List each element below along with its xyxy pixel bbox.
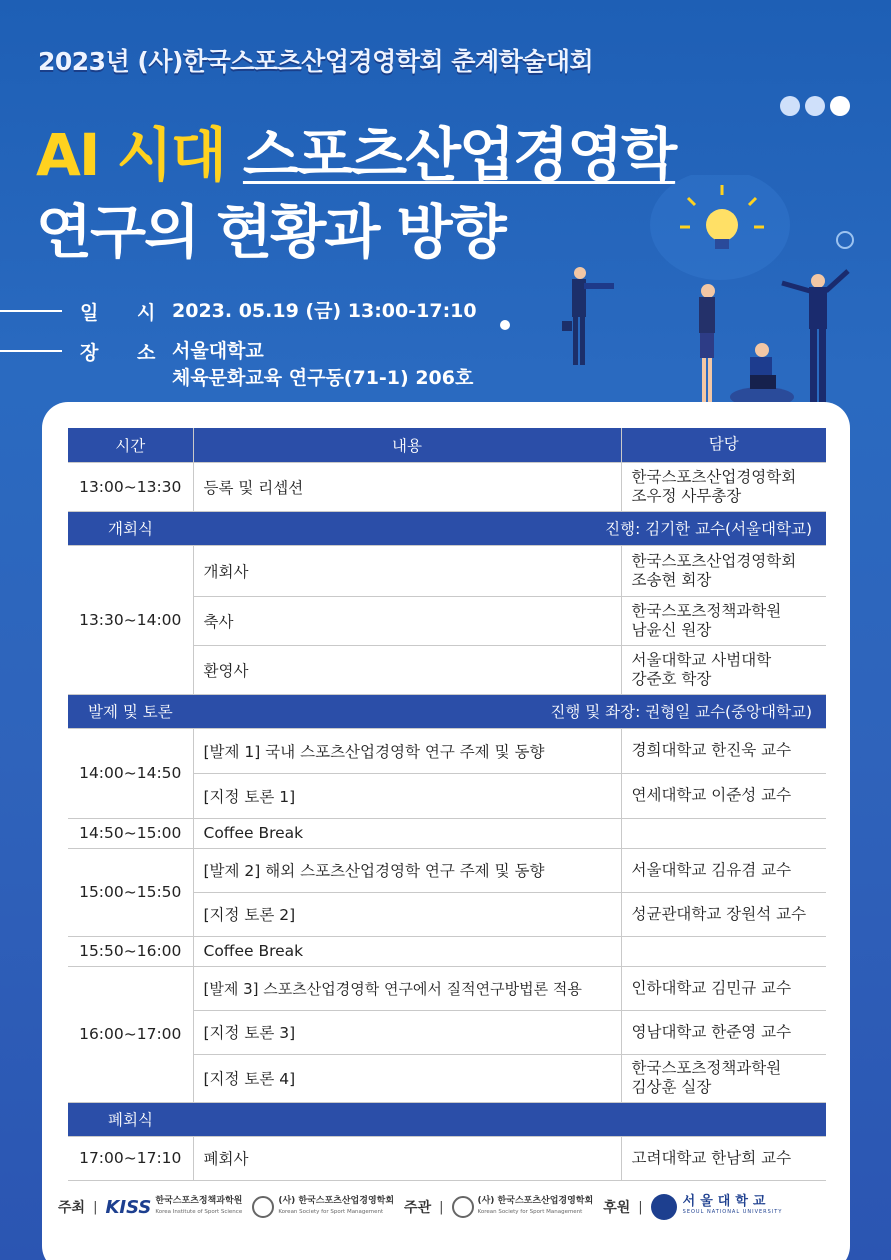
table-row: 13:30~14:00 개회사 한국스포츠산업경영학회 조송현 회장 (68, 545, 826, 596)
section-header-presentation: 발제 및 토론 진행 및 좌장: 권형일 교수(중앙대학교) (68, 694, 826, 728)
host-label: 주최 (58, 1200, 86, 1216)
main-title-line-2: 연구의 현황과 방향 (36, 198, 505, 266)
section-header-opening: 개회식 진행: 김기한 교수(서울대학교) (68, 511, 826, 545)
table-row: [지정 토론 2] 성균관대학교 장원석 교수 (68, 892, 826, 936)
kiss-logo: KISS (105, 1196, 152, 1218)
person-telescope (562, 267, 614, 365)
decorative-dots (780, 96, 850, 116)
place-value-1: 서울대학교 (172, 340, 264, 362)
date-value: 2023. 05.19 (금) 13:00-17:10 (172, 300, 477, 322)
decor-circle (500, 320, 510, 330)
table-row: [지정 토론 4] 한국스포츠정책과학원 김상훈 실장 (68, 1054, 826, 1102)
event-label: 2023년 (사)한국스포츠산업경영학회 춘계학술대회 (38, 47, 594, 76)
society-seal-icon (252, 1196, 274, 1218)
schedule-table (68, 428, 826, 1181)
society-seal-icon-2 (452, 1196, 474, 1218)
support-label: 후원 (603, 1200, 631, 1216)
organizer-label: 주관 (404, 1200, 432, 1216)
table-row: [지정 토론 1] 연세대학교 이준성 교수 (68, 773, 826, 818)
header-content: 내용 (193, 428, 621, 462)
sitting-man-laptop (730, 343, 794, 407)
woman-figure (699, 284, 715, 415)
table-row: 15:00~15:50 [발제 2] 해외 스포츠산업경영학 연구 주제 및 동향 서울대학교 김유겸 교수 (68, 848, 826, 892)
table-row: 16:00~17:00 [발제 3] 스포츠산업경영학 연구에서 질적연구방법론 적용 인하대학교 김민규 교수 (68, 966, 826, 1010)
society-name: (사) 한국스포츠산업경영학회 Korean Society for Sport Management (278, 1196, 395, 1215)
table-row: 14:00~14:50 [발제 1] 국내 스포츠산업경영학 연구 주제 및 동향 경희대학교 한진욱 교수 (68, 728, 826, 773)
kiss-name: 한국스포츠정책과학원 Korea Institute of Sport Science (155, 1196, 243, 1215)
header-time: 시간 (68, 428, 193, 462)
title-part-2: 스포츠산업경영학 (242, 121, 676, 189)
table-row: 14:50~15:00 Coffee Break (68, 818, 826, 848)
date-row (0, 298, 477, 325)
date-label: 일 시 (80, 302, 172, 324)
table-row: 17:00~17:10 폐회사 고려대학교 한남희 교수 (68, 1136, 826, 1180)
cheering-man-figure (782, 271, 848, 415)
title-highlight: AI 시대 (36, 121, 225, 189)
table-row: 축사 한국스포츠정책과학원 남윤신 원장 (68, 596, 826, 645)
table-row: 환영사 서울대학교 사범대학 강준호 학장 (68, 645, 826, 694)
snu-seal-icon (651, 1194, 677, 1220)
snu-name: 서울대학교 SEOUL NATIONAL UNIVERSITY (682, 1194, 783, 1215)
sponsor-bar: 주최 | KISS 한국스포츠정책과학원 Korea Institute of Sport Science (사) 한국스포츠산업경영학회 Korean Society for Sport Management 주관 | (사) 한국스포츠산업경영학회 Korean Society for Sport Management 후원 | 서울대학교 SEOUL NATIONAL UNIVERSITY (58, 1194, 848, 1220)
table-row: [지정 토론 3] 영남대학교 한준영 교수 (68, 1010, 826, 1054)
business-people-illustration (500, 175, 891, 425)
place-label: 장 소 (80, 342, 172, 364)
society-name-2: (사) 한국스포츠산업경영학회 Korean Society for Sport Management (477, 1196, 594, 1215)
place-row (0, 338, 473, 392)
header-person: 담당 (621, 428, 826, 462)
table-header-row (68, 428, 826, 462)
table-row: 13:00~13:30 등록 및 리셉션 한국스포츠산업경영학회 조우정 사무총장 (68, 462, 826, 511)
section-header-closing: 폐회식 (68, 1102, 826, 1136)
place-value-2: 체육문화교육 연구동(71-1) 206호 (172, 367, 474, 389)
table-row: 15:50~16:00 Coffee Break (68, 936, 826, 966)
